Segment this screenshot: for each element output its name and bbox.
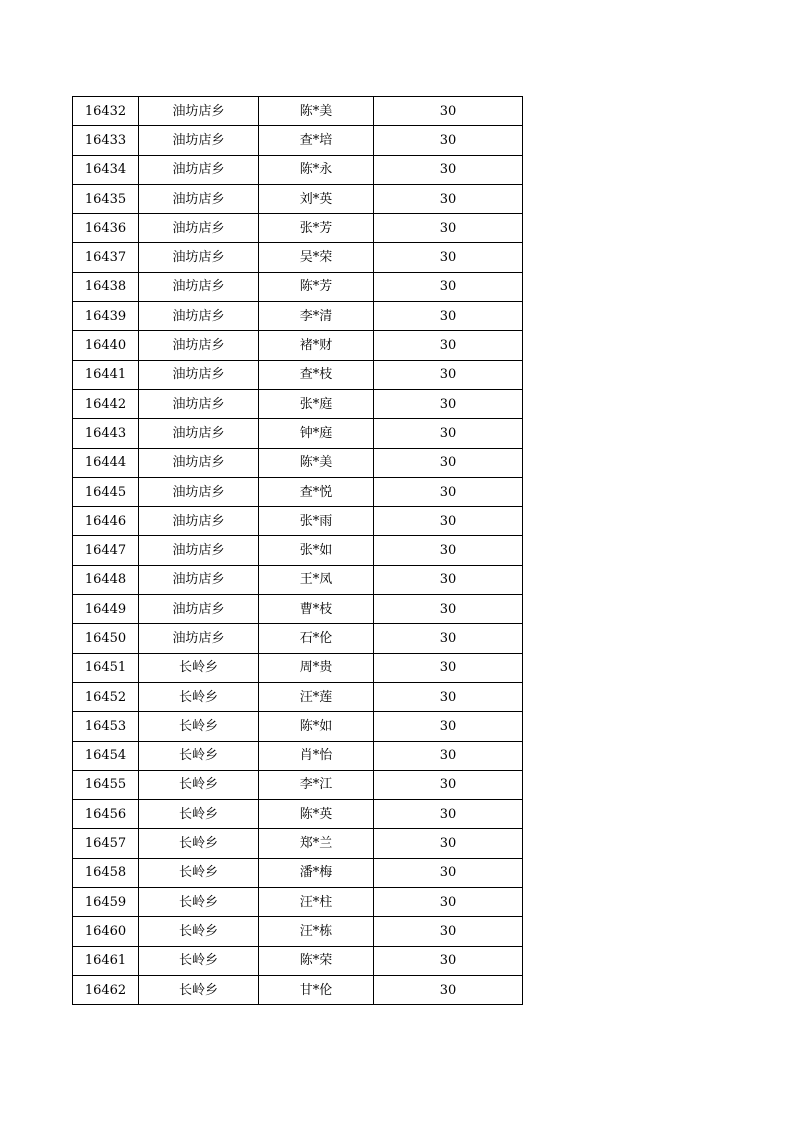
cell-township: 长岭乡 [139,946,259,975]
cell-amount: 30 [374,682,523,711]
cell-township: 油坊店乡 [139,419,259,448]
table-row [73,565,523,594]
cell-name: 陈*如 [259,712,374,741]
cell-township: 油坊店乡 [139,331,259,360]
cell-township: 油坊店乡 [139,155,259,184]
cell-amount: 30 [374,975,523,1004]
cell-township: 油坊店乡 [139,624,259,653]
cell-name: 陈*美 [259,97,374,126]
table-row [73,712,523,741]
cell-township: 油坊店乡 [139,477,259,506]
table-row [73,595,523,624]
table-body [73,97,523,1005]
cell-id: 16460 [73,917,139,946]
cell-id: 16452 [73,682,139,711]
cell-name: 张*芳 [259,214,374,243]
table-row [73,888,523,917]
cell-id: 16461 [73,946,139,975]
cell-township: 长岭乡 [139,829,259,858]
data-table [72,96,523,1005]
cell-name: 李*清 [259,302,374,331]
cell-amount: 30 [374,888,523,917]
cell-name: 刘*英 [259,184,374,213]
cell-amount: 30 [374,507,523,536]
cell-amount: 30 [374,712,523,741]
table-row [73,858,523,887]
table-row [73,184,523,213]
cell-id: 16445 [73,477,139,506]
cell-amount: 30 [374,302,523,331]
table-row [73,741,523,770]
cell-id: 16451 [73,653,139,682]
cell-township: 长岭乡 [139,741,259,770]
cell-name: 张*如 [259,536,374,565]
cell-amount: 30 [374,477,523,506]
table-row [73,419,523,448]
cell-id: 16455 [73,770,139,799]
cell-id: 16457 [73,829,139,858]
cell-amount: 30 [374,214,523,243]
cell-amount: 30 [374,331,523,360]
cell-id: 16433 [73,126,139,155]
cell-id: 16440 [73,331,139,360]
cell-amount: 30 [374,536,523,565]
cell-id: 16432 [73,97,139,126]
cell-township: 油坊店乡 [139,536,259,565]
table-row [73,389,523,418]
cell-id: 16458 [73,858,139,887]
cell-id: 16454 [73,741,139,770]
cell-amount: 30 [374,448,523,477]
cell-name: 周*贵 [259,653,374,682]
cell-township: 油坊店乡 [139,302,259,331]
cell-township: 长岭乡 [139,858,259,887]
cell-name: 石*伦 [259,624,374,653]
table-row [73,448,523,477]
cell-name: 查*培 [259,126,374,155]
table-row [73,917,523,946]
cell-amount: 30 [374,243,523,272]
cell-name: 陈*永 [259,155,374,184]
cell-township: 长岭乡 [139,888,259,917]
table-row [73,477,523,506]
cell-name: 李*江 [259,770,374,799]
table-row [73,243,523,272]
cell-township: 长岭乡 [139,682,259,711]
cell-name: 陈*芳 [259,272,374,301]
cell-name: 潘*梅 [259,858,374,887]
table-row [73,829,523,858]
cell-amount: 30 [374,800,523,829]
cell-id: 16459 [73,888,139,917]
cell-id: 16449 [73,595,139,624]
cell-township: 长岭乡 [139,653,259,682]
table-row [73,946,523,975]
cell-id: 16443 [73,419,139,448]
table-row [73,155,523,184]
cell-id: 16441 [73,360,139,389]
cell-amount: 30 [374,595,523,624]
cell-township: 油坊店乡 [139,243,259,272]
cell-amount: 30 [374,272,523,301]
cell-name: 张*庭 [259,389,374,418]
cell-amount: 30 [374,565,523,594]
table-row [73,770,523,799]
cell-township: 油坊店乡 [139,507,259,536]
cell-id: 16435 [73,184,139,213]
cell-name: 钟*庭 [259,419,374,448]
table-row [73,975,523,1004]
cell-amount: 30 [374,741,523,770]
cell-id: 16447 [73,536,139,565]
cell-township: 油坊店乡 [139,272,259,301]
cell-amount: 30 [374,389,523,418]
cell-id: 16450 [73,624,139,653]
cell-township: 油坊店乡 [139,448,259,477]
cell-id: 16437 [73,243,139,272]
cell-name: 陈*英 [259,800,374,829]
table-row [73,800,523,829]
cell-amount: 30 [374,858,523,887]
cell-township: 长岭乡 [139,800,259,829]
cell-name: 王*凤 [259,565,374,594]
cell-amount: 30 [374,155,523,184]
cell-township: 长岭乡 [139,770,259,799]
cell-id: 16456 [73,800,139,829]
cell-township: 油坊店乡 [139,126,259,155]
cell-township: 油坊店乡 [139,389,259,418]
table-row [73,653,523,682]
cell-amount: 30 [374,97,523,126]
cell-amount: 30 [374,917,523,946]
table-row [73,682,523,711]
cell-name: 汪*柱 [259,888,374,917]
cell-township: 油坊店乡 [139,184,259,213]
cell-name: 陈*美 [259,448,374,477]
table-row [73,331,523,360]
cell-id: 16436 [73,214,139,243]
cell-id: 16448 [73,565,139,594]
cell-amount: 30 [374,770,523,799]
cell-id: 16446 [73,507,139,536]
cell-amount: 30 [374,624,523,653]
cell-amount: 30 [374,829,523,858]
table-row [73,126,523,155]
cell-township: 长岭乡 [139,917,259,946]
cell-id: 16453 [73,712,139,741]
cell-id: 16444 [73,448,139,477]
cell-amount: 30 [374,946,523,975]
table-row [73,624,523,653]
cell-amount: 30 [374,360,523,389]
cell-name: 陈*荣 [259,946,374,975]
cell-township: 油坊店乡 [139,595,259,624]
cell-township: 油坊店乡 [139,565,259,594]
cell-name: 甘*伦 [259,975,374,1004]
cell-amount: 30 [374,126,523,155]
cell-name: 郑*兰 [259,829,374,858]
cell-township: 长岭乡 [139,975,259,1004]
cell-name: 褚*财 [259,331,374,360]
table-row [73,214,523,243]
cell-id: 16439 [73,302,139,331]
cell-amount: 30 [374,653,523,682]
table-row [73,536,523,565]
cell-township: 油坊店乡 [139,97,259,126]
cell-amount: 30 [374,184,523,213]
cell-id: 16462 [73,975,139,1004]
cell-township: 油坊店乡 [139,360,259,389]
cell-township: 油坊店乡 [139,214,259,243]
cell-name: 张*雨 [259,507,374,536]
table-row [73,360,523,389]
cell-amount: 30 [374,419,523,448]
cell-name: 吴*荣 [259,243,374,272]
cell-township: 长岭乡 [139,712,259,741]
cell-id: 16438 [73,272,139,301]
cell-name: 汪*栋 [259,917,374,946]
table-row [73,507,523,536]
cell-name: 汪*莲 [259,682,374,711]
cell-name: 曹*枝 [259,595,374,624]
table-row [73,302,523,331]
cell-id: 16442 [73,389,139,418]
cell-id: 16434 [73,155,139,184]
table-row [73,97,523,126]
cell-name: 肖*怡 [259,741,374,770]
cell-name: 查*枝 [259,360,374,389]
table-row [73,272,523,301]
cell-name: 查*悦 [259,477,374,506]
